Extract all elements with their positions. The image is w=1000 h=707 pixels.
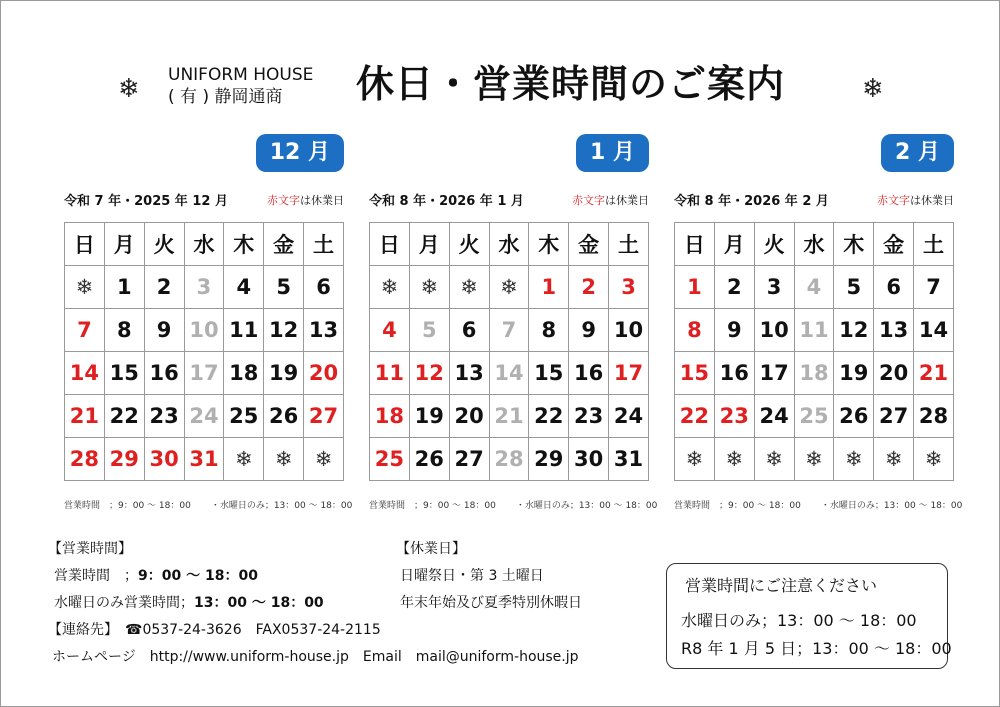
hours-note: 営業時間 ；9：00 ～ 18：00 ・水曜日のみ；13：00 ～ 18：00 [674, 501, 963, 511]
snowflake-icon: ❄ [224, 438, 264, 481]
calendar-grid [674, 222, 954, 481]
week-row [65, 309, 344, 352]
snowflake-icon: ❄ [834, 438, 874, 481]
day-cell: 18 [224, 352, 264, 395]
day-cell: 25 [794, 395, 834, 438]
day-cell: 11 [224, 309, 264, 352]
day-cell: 14 [65, 352, 105, 395]
day-cell: 23 [714, 395, 754, 438]
weekday-header: 日 [65, 223, 105, 266]
day-cell: 13 [449, 352, 489, 395]
day-cell: 30 [569, 438, 609, 481]
day-cell: 11 [794, 309, 834, 352]
holiday-heading: 【休業日】 [396, 541, 466, 557]
weekday-header: 金 [874, 223, 914, 266]
day-cell: 2 [144, 266, 184, 309]
day-cell: 28 [914, 395, 954, 438]
snowflake-icon: ❄ [304, 438, 344, 481]
shop-name: UNIFORM HOUSE [168, 65, 314, 85]
day-cell: 21 [65, 395, 105, 438]
snowflake-icon: ❄ [794, 438, 834, 481]
day-cell: 28 [489, 438, 529, 481]
day-cell: 29 [529, 438, 569, 481]
day-cell: 20 [449, 395, 489, 438]
weekday-header: 土 [609, 223, 649, 266]
day-cell: 27 [874, 395, 914, 438]
holiday-line: 年末年始及び夏季特別休暇日 [400, 595, 582, 611]
day-cell: 20 [304, 352, 344, 395]
snowflake-icon: ❄ [370, 266, 410, 309]
weekday-header: 金 [569, 223, 609, 266]
holiday-line: 日曜祭日・第 3 土曜日 [400, 568, 544, 584]
day-cell: 6 [304, 266, 344, 309]
day-cell: 3 [184, 266, 224, 309]
day-cell: 16 [714, 352, 754, 395]
day-cell: 20 [874, 352, 914, 395]
day-cell: 12 [264, 309, 304, 352]
notice-heading: 営業時間にご注意ください [685, 576, 878, 595]
weekday-header: 水 [489, 223, 529, 266]
day-cell: 8 [104, 309, 144, 352]
day-cell: 10 [609, 309, 649, 352]
day-cell: 7 [65, 309, 105, 352]
weekday-header: 火 [449, 223, 489, 266]
holiday-legend: 赤文字は休業日 [877, 194, 954, 207]
snowflake-icon: ❄ [489, 266, 529, 309]
day-cell: 22 [529, 395, 569, 438]
day-cell: 9 [144, 309, 184, 352]
era-label: 令和 8 年・2026 年 2 月 [674, 194, 829, 209]
day-cell: 6 [874, 266, 914, 309]
day-cell: 4 [370, 309, 410, 352]
day-cell: 19 [264, 352, 304, 395]
weekday-header: 木 [529, 223, 569, 266]
snowflake-icon: ❄ [65, 266, 105, 309]
notice-line: 水曜日のみ；13：00 ～ 18：00 [681, 611, 917, 630]
snowflake-icon: ❄ [449, 266, 489, 309]
week-row [675, 438, 954, 481]
hours-note: 営業時間 ；9：00 ～ 18：00 ・水曜日のみ；13：00 ～ 18：00 [64, 501, 353, 511]
wed-hours-line: 水曜日のみ営業時間；13：00 ～ 18：00 [54, 595, 324, 611]
day-cell: 26 [264, 395, 304, 438]
weekday-header: 金 [264, 223, 304, 266]
era-label: 令和 8 年・2026 年 1 月 [369, 194, 524, 209]
day-cell: 7 [914, 266, 954, 309]
month-badge: 1 月 [576, 134, 649, 172]
week-row [675, 395, 954, 438]
holiday-legend: 赤文字は休業日 [267, 194, 344, 207]
snowflake-icon: ❄ [754, 438, 794, 481]
day-cell: 23 [569, 395, 609, 438]
notice-box [666, 563, 952, 669]
day-cell: 30 [144, 438, 184, 481]
day-cell: 11 [370, 352, 410, 395]
month-badge: 12 月 [256, 134, 344, 172]
day-cell: 28 [65, 438, 105, 481]
weekday-header: 火 [754, 223, 794, 266]
day-cell: 15 [104, 352, 144, 395]
hours-note: 営業時間 ；9：00 ～ 18：00 ・水曜日のみ；13：00 ～ 18：00 [369, 501, 658, 511]
day-cell: 18 [370, 395, 410, 438]
snowflake-icon: ❄ [874, 438, 914, 481]
weekday-header: 月 [714, 223, 754, 266]
notice-line: R8 年 1 月 5 日；13：00 ～ 18：00 [681, 639, 952, 658]
day-cell: 17 [184, 352, 224, 395]
day-cell: 31 [184, 438, 224, 481]
day-cell: 23 [144, 395, 184, 438]
snowflake-icon: ❄ [409, 266, 449, 309]
day-cell: 12 [834, 309, 874, 352]
company-name: ( 有 ) 静岡通商 [168, 87, 283, 107]
holiday-info [396, 536, 582, 617]
day-cell: 15 [529, 352, 569, 395]
week-row [370, 352, 649, 395]
holiday-legend: 赤文字は休業日 [572, 194, 649, 207]
day-cell: 15 [675, 352, 715, 395]
weekday-header: 木 [834, 223, 874, 266]
day-cell: 19 [834, 352, 874, 395]
calendar-grid [64, 222, 344, 481]
day-cell: 27 [304, 395, 344, 438]
day-cell: 26 [409, 438, 449, 481]
day-cell: 5 [409, 309, 449, 352]
snowflake-icon: ❄ [862, 74, 884, 104]
weekday-header: 水 [184, 223, 224, 266]
day-cell: 19 [409, 395, 449, 438]
day-cell: 26 [834, 395, 874, 438]
day-cell: 16 [144, 352, 184, 395]
month-badge: 2 月 [881, 134, 954, 172]
week-row [65, 266, 344, 309]
week-row [370, 395, 649, 438]
day-cell: 21 [489, 395, 529, 438]
day-cell: 4 [224, 266, 264, 309]
contact-line: 【連絡先】 ☎0537-24-3626 FAX0537-24-2115 [48, 622, 381, 638]
day-cell: 9 [714, 309, 754, 352]
day-cell: 12 [409, 352, 449, 395]
hours-heading: 【営業時間】 [48, 541, 132, 557]
day-cell: 3 [754, 266, 794, 309]
day-cell: 1 [529, 266, 569, 309]
day-cell: 14 [914, 309, 954, 352]
weekday-header: 日 [675, 223, 715, 266]
week-row [370, 438, 649, 481]
weekday-header: 水 [794, 223, 834, 266]
week-row [370, 309, 649, 352]
day-cell: 13 [304, 309, 344, 352]
day-cell: 5 [834, 266, 874, 309]
web-line: ホームページ http://www.uniform-house.jp Email mail@uniform-house.jp [52, 649, 579, 665]
day-cell: 22 [675, 395, 715, 438]
weekday-header: 日 [370, 223, 410, 266]
day-cell: 10 [754, 309, 794, 352]
weekday-header: 土 [914, 223, 954, 266]
week-row [370, 266, 649, 309]
snowflake-icon: ❄ [675, 438, 715, 481]
week-row [65, 352, 344, 395]
snowflake-icon: ❄ [714, 438, 754, 481]
day-cell: 2 [569, 266, 609, 309]
week-row [675, 266, 954, 309]
day-cell: 17 [754, 352, 794, 395]
snowflake-icon: ❄ [264, 438, 304, 481]
day-cell: 6 [449, 309, 489, 352]
day-cell: 3 [609, 266, 649, 309]
day-cell: 22 [104, 395, 144, 438]
day-cell: 17 [609, 352, 649, 395]
day-cell: 10 [184, 309, 224, 352]
page-title: 休日・営業時間のご案内 [356, 62, 786, 106]
day-cell: 8 [529, 309, 569, 352]
calendar-grid [369, 222, 649, 481]
day-cell: 2 [714, 266, 754, 309]
day-cell: 4 [794, 266, 834, 309]
day-cell: 7 [489, 309, 529, 352]
day-cell: 14 [489, 352, 529, 395]
week-row [675, 352, 954, 395]
day-cell: 8 [675, 309, 715, 352]
snowflake-icon: ❄ [914, 438, 954, 481]
day-cell: 18 [794, 352, 834, 395]
week-row [65, 438, 344, 481]
day-cell: 24 [609, 395, 649, 438]
era-label: 令和 7 年・2025 年 12 月 [64, 194, 228, 209]
phone: ☎0537-24-3626 [125, 622, 242, 638]
day-cell: 5 [264, 266, 304, 309]
day-cell: 25 [370, 438, 410, 481]
day-cell: 31 [609, 438, 649, 481]
day-cell: 9 [569, 309, 609, 352]
week-row [675, 309, 954, 352]
snowflake-icon: ❄ [118, 74, 140, 104]
weekday-header: 月 [104, 223, 144, 266]
day-cell: 21 [914, 352, 954, 395]
week-row [65, 395, 344, 438]
day-cell: 16 [569, 352, 609, 395]
day-cell: 25 [224, 395, 264, 438]
day-cell: 24 [184, 395, 224, 438]
day-cell: 13 [874, 309, 914, 352]
weekday-header: 木 [224, 223, 264, 266]
day-cell: 1 [104, 266, 144, 309]
day-cell: 29 [104, 438, 144, 481]
weekday-header: 月 [409, 223, 449, 266]
hours-line: 営業時間 ；9：00 ～ 18：00 [54, 568, 258, 584]
day-cell: 27 [449, 438, 489, 481]
weekday-header: 土 [304, 223, 344, 266]
day-cell: 24 [754, 395, 794, 438]
fax: FAX0537-24-2115 [255, 622, 381, 638]
shop-block [168, 64, 313, 108]
day-cell: 1 [675, 266, 715, 309]
weekday-header: 火 [144, 223, 184, 266]
